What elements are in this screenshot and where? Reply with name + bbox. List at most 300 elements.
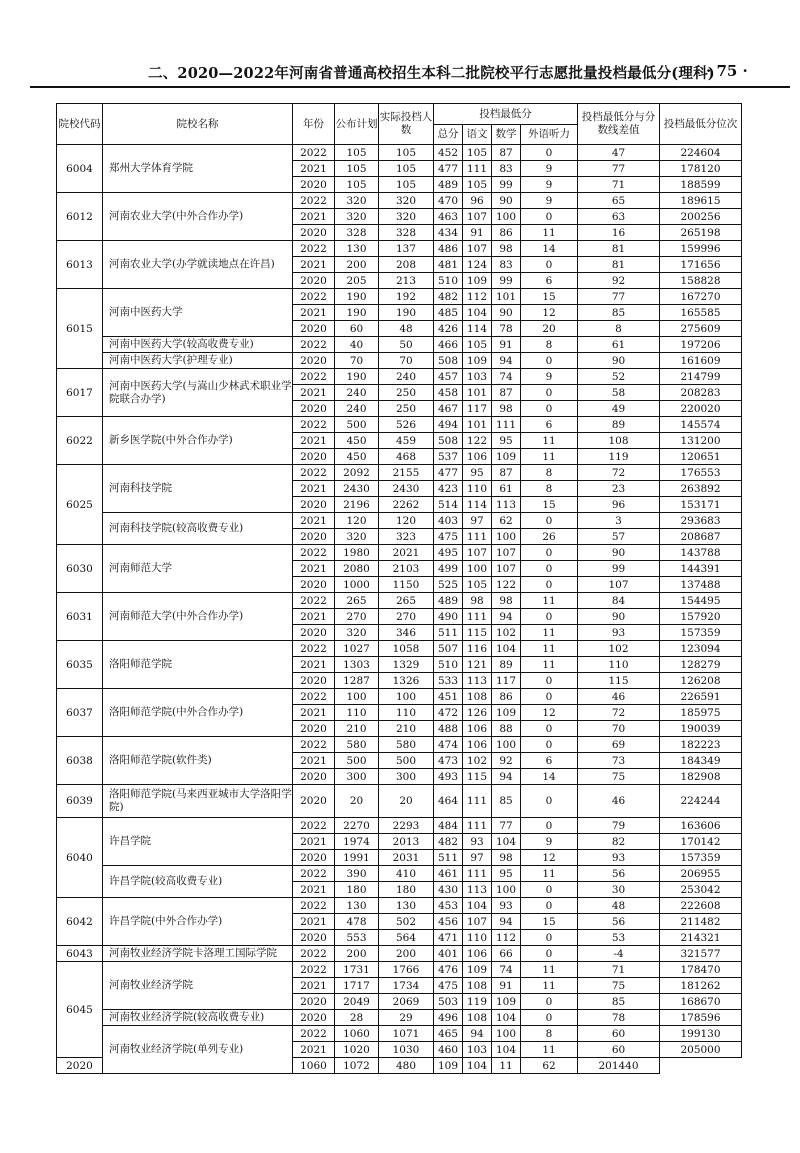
cell-total: 482 [434, 834, 463, 850]
cell-code: 6035 [57, 641, 103, 689]
score-table [56, 103, 742, 1074]
cell-foreign: 0 [521, 385, 578, 401]
cell-total: 489 [434, 177, 463, 193]
cell-plan: 1991 [335, 850, 379, 866]
cell-math: 66 [492, 946, 521, 962]
cell-code: 6037 [57, 689, 103, 737]
cell-plan: 110 [335, 705, 379, 721]
cell-rank: 208687 [660, 529, 742, 545]
cell-foreign: 11 [521, 625, 578, 641]
cell-rank: 293683 [660, 513, 742, 529]
cell-foreign: 0 [521, 946, 578, 962]
cell-total: 460 [434, 1042, 463, 1058]
cell-actual: 265 [379, 593, 434, 609]
cell-diff: 69 [578, 737, 660, 753]
cell-actual: 459 [379, 433, 434, 449]
cell-actual: 50 [379, 337, 434, 353]
cell-chinese: 110 [463, 930, 492, 946]
cell-rank: 197206 [660, 337, 742, 353]
cell-math: 87 [492, 465, 521, 481]
cell-diff: 93 [578, 625, 660, 641]
cell-actual: 270 [379, 609, 434, 625]
header-year: 年份 [293, 104, 335, 145]
cell-chinese: 109 [434, 1058, 463, 1074]
cell-chinese: 106 [463, 737, 492, 753]
cell-diff: 92 [578, 273, 660, 289]
cell-total: 452 [434, 145, 463, 161]
cell-diff: 56 [578, 866, 660, 882]
cell-foreign: 0 [521, 1010, 578, 1026]
page-title: 二、2020—2022年河南省普通高校招生本科二批院校平行志愿批量投档最低分(理科) [148, 65, 715, 82]
page-number: · 75 · [706, 62, 748, 80]
cell-diff: 90 [578, 609, 660, 625]
cell-school-name: 河南中医药大学 [103, 289, 293, 337]
cell-actual: 105 [379, 161, 434, 177]
cell-chinese: 95 [463, 465, 492, 481]
header-plan: 公布计划 [335, 104, 379, 145]
cell-plan: 2430 [335, 481, 379, 497]
cell-math: 109 [492, 449, 521, 465]
cell-math: 77 [492, 818, 521, 834]
cell-chinese: 104 [463, 898, 492, 914]
cell-foreign: 6 [521, 273, 578, 289]
cell-rank: 131200 [660, 433, 742, 449]
cell-total: 456 [434, 914, 463, 930]
cell-chinese: 109 [463, 353, 492, 369]
cell-chinese: 117 [463, 401, 492, 417]
cell-chinese: 103 [463, 369, 492, 385]
cell-math: 83 [492, 161, 521, 177]
header-rank: 投档最低分位次 [660, 104, 742, 145]
cell-chinese: 109 [463, 962, 492, 978]
table-row [57, 193, 742, 209]
cell-plan: 320 [335, 529, 379, 545]
cell-actual: 192 [379, 289, 434, 305]
header-foreign: 外语听力 [521, 125, 578, 145]
cell-math: 94 [492, 609, 521, 625]
cell-diff: 30 [578, 882, 660, 898]
cell-chinese: 105 [463, 337, 492, 353]
cell-diff: 93 [578, 850, 660, 866]
cell-math: 122 [492, 577, 521, 593]
cell-school-name: 许昌学院 [103, 818, 293, 866]
cell-school-name: 洛阳师范学院(马来西亚城市大学洛阳学院) [103, 785, 293, 818]
cell-rank: 178596 [660, 1010, 742, 1026]
cell-plan: 70 [335, 353, 379, 369]
cell-actual: 240 [379, 369, 434, 385]
cell-year: 2020 [293, 225, 335, 241]
cell-year: 2021 [293, 914, 335, 930]
cell-foreign: 8 [521, 1026, 578, 1042]
cell-total: 486 [434, 241, 463, 257]
cell-plan: 270 [335, 609, 379, 625]
cell-chinese: 114 [463, 497, 492, 513]
cell-foreign: 0 [521, 257, 578, 273]
cell-actual: 250 [379, 385, 434, 401]
cell-rank: 161609 [660, 353, 742, 369]
cell-actual: 468 [379, 449, 434, 465]
cell-actual: 2430 [379, 481, 434, 497]
cell-total: 495 [434, 545, 463, 561]
cell-plan: 478 [335, 914, 379, 930]
cell-foreign: 6 [521, 753, 578, 769]
cell-foreign: 0 [521, 882, 578, 898]
cell-plan: 105 [335, 145, 379, 161]
cell-plan: 2092 [335, 465, 379, 481]
cell-math: 94 [492, 353, 521, 369]
cell-year: 2021 [293, 481, 335, 497]
cell-year: 2020 [57, 1058, 103, 1074]
cell-total: 508 [434, 433, 463, 449]
table-row [57, 513, 742, 529]
cell-total: 514 [434, 497, 463, 513]
cell-plan: 580 [335, 737, 379, 753]
cell-math: 99 [492, 177, 521, 193]
cell-plan: 1717 [335, 978, 379, 994]
cell-rank: 181262 [660, 978, 742, 994]
cell-year: 2021 [293, 834, 335, 850]
cell-math: 100 [492, 529, 521, 545]
cell-actual: 20 [379, 785, 434, 818]
cell-foreign: 0 [521, 930, 578, 946]
cell-year: 2020 [293, 673, 335, 689]
cell-year: 2021 [293, 657, 335, 673]
cell-chinese: 116 [463, 641, 492, 657]
cell-year: 2020 [293, 994, 335, 1010]
cell-plan: 320 [335, 193, 379, 209]
cell-diff: 70 [578, 721, 660, 737]
cell-chinese: 115 [463, 769, 492, 785]
cell-foreign: 8 [521, 465, 578, 481]
cell-chinese: 111 [463, 818, 492, 834]
cell-plan: 190 [335, 289, 379, 305]
cell-diff: 72 [578, 465, 660, 481]
cell-rank: 178470 [660, 962, 742, 978]
cell-rank: 178120 [660, 161, 742, 177]
cell-year: 2021 [293, 305, 335, 321]
cell-math: 87 [492, 385, 521, 401]
cell-code: 6004 [57, 145, 103, 193]
cell-diff: 107 [578, 577, 660, 593]
table-row [57, 353, 742, 369]
cell-year: 2020 [293, 449, 335, 465]
cell-math: 88 [492, 721, 521, 737]
table-row [57, 946, 742, 962]
cell-plan: 190 [335, 305, 379, 321]
cell-foreign: 20 [521, 321, 578, 337]
cell-diff: 115 [578, 673, 660, 689]
cell-rank: 184349 [660, 753, 742, 769]
cell-diff: 77 [578, 161, 660, 177]
cell-diff: 58 [578, 385, 660, 401]
cell-rank: 143788 [660, 545, 742, 561]
cell-plan: 240 [335, 385, 379, 401]
cell-chinese: 115 [463, 625, 492, 641]
cell-diff: 46 [578, 785, 660, 818]
cell-chinese: 103 [463, 1042, 492, 1058]
table-row [57, 866, 742, 882]
cell-total: 470 [434, 193, 463, 209]
cell-math: 109 [492, 994, 521, 1010]
cell-plan: 100 [335, 689, 379, 705]
cell-diff: 99 [578, 561, 660, 577]
cell-foreign: 0 [521, 721, 578, 737]
cell-year: 2021 [293, 209, 335, 225]
cell-total: 474 [434, 737, 463, 753]
table-row [57, 337, 742, 353]
cell-math: 98 [492, 401, 521, 417]
cell-diff: 52 [578, 369, 660, 385]
cell-code: 6012 [57, 193, 103, 241]
table-row [57, 818, 742, 834]
table-row [57, 545, 742, 561]
cell-math: 104 [492, 1010, 521, 1026]
cell-code: 6039 [57, 785, 103, 818]
cell-rank: 321577 [660, 946, 742, 962]
cell-year: 2020 [293, 1010, 335, 1026]
cell-actual: 105 [379, 145, 434, 161]
cell-rank: 265198 [660, 225, 742, 241]
cell-diff: 77 [578, 289, 660, 305]
cell-foreign: 14 [521, 769, 578, 785]
cell-total: 423 [434, 481, 463, 497]
cell-chinese: 112 [463, 289, 492, 305]
cell-diff: 46 [578, 689, 660, 705]
header-rule [30, 86, 790, 88]
cell-math: 111 [492, 417, 521, 433]
cell-math: 78 [492, 321, 521, 337]
header-code: 院校代码 [57, 104, 103, 145]
cell-chinese: 122 [463, 433, 492, 449]
cell-total: 451 [434, 689, 463, 705]
cell-foreign: 12 [521, 305, 578, 321]
cell-diff: -4 [578, 946, 660, 962]
cell-plan: 200 [335, 946, 379, 962]
cell-plan: 300 [335, 769, 379, 785]
cell-diff: 63 [578, 209, 660, 225]
cell-foreign: 0 [521, 673, 578, 689]
cell-year: 2020 [293, 529, 335, 545]
cell-math: 91 [492, 978, 521, 994]
cell-foreign: 0 [521, 401, 578, 417]
cell-total: 533 [434, 673, 463, 689]
cell-chinese: 96 [463, 193, 492, 209]
cell-school-name: 河南科技学院 [103, 465, 293, 513]
cell-diff: 73 [578, 753, 660, 769]
cell-diff: 78 [578, 1010, 660, 1026]
cell-rank: 167270 [660, 289, 742, 305]
cell-total: 496 [434, 1010, 463, 1026]
cell-rank: 157359 [660, 850, 742, 866]
cell-plan: 105 [335, 177, 379, 193]
cell-diff: 84 [578, 593, 660, 609]
cell-chinese: 107 [463, 209, 492, 225]
cell-school-name: 洛阳师范学院 [103, 641, 293, 689]
table-row [57, 962, 742, 978]
cell-chinese: 111 [463, 529, 492, 545]
cell-year: 2021 [293, 609, 335, 625]
cell-foreign: 11 [521, 866, 578, 882]
cell-year: 2020 [293, 930, 335, 946]
cell-chinese: 113 [463, 673, 492, 689]
cell-rank: 123094 [660, 641, 742, 657]
cell-math: 100 [492, 209, 521, 225]
cell-actual: 110 [379, 705, 434, 721]
cell-foreign: 11 [521, 449, 578, 465]
cell-actual: 346 [379, 625, 434, 641]
cell-chinese: 110 [463, 481, 492, 497]
cell-plan: 240 [335, 401, 379, 417]
cell-school-name: 河南中医药大学(与嵩山少林武术职业学院联合办学) [103, 369, 293, 417]
cell-plan: 1731 [335, 962, 379, 978]
cell-actual: 2103 [379, 561, 434, 577]
cell-total: 434 [434, 225, 463, 241]
cell-actual: 2031 [379, 850, 434, 866]
cell-plan: 105 [335, 161, 379, 177]
cell-total: 458 [434, 385, 463, 401]
cell-year: 2022 [293, 1026, 335, 1042]
cell-plan: 320 [335, 209, 379, 225]
cell-math: 90 [492, 193, 521, 209]
cell-foreign: 26 [521, 529, 578, 545]
cell-diff: 90 [578, 353, 660, 369]
cell-rank: 137488 [660, 577, 742, 593]
cell-chinese: 100 [463, 561, 492, 577]
cell-year: 2022 [293, 369, 335, 385]
cell-math: 86 [492, 689, 521, 705]
cell-chinese: 101 [463, 417, 492, 433]
cell-total: 477 [434, 161, 463, 177]
cell-total: 507 [434, 641, 463, 657]
cell-plan: 1020 [335, 1042, 379, 1058]
table-row [57, 641, 742, 657]
cell-total: 508 [434, 353, 463, 369]
cell-year: 2020 [293, 321, 335, 337]
cell-rank: 214799 [660, 369, 742, 385]
cell-foreign: 8 [521, 337, 578, 353]
cell-diff: 90 [578, 545, 660, 561]
cell-total: 463 [434, 209, 463, 225]
cell-diff: 23 [578, 481, 660, 497]
cell-school-name: 河南农业大学(办学就读地点在许昌) [103, 241, 293, 289]
cell-actual: 320 [379, 193, 434, 209]
cell-school-name: 河南牧业经济学院(单列专业) [103, 1026, 293, 1074]
cell-total: 490 [434, 609, 463, 625]
cell-year: 2022 [293, 417, 335, 433]
cell-rank: 224244 [660, 785, 742, 818]
cell-math: 117 [492, 673, 521, 689]
cell-year: 2022 [293, 737, 335, 753]
cell-total: 476 [434, 962, 463, 978]
cell-actual: 526 [379, 417, 434, 433]
table-row [57, 417, 742, 433]
cell-school-name: 河南牧业经济学院(较高收费专业) [103, 1010, 293, 1026]
table-row [57, 289, 742, 305]
cell-diff: 85 [578, 994, 660, 1010]
cell-total: 401 [434, 946, 463, 962]
cell-foreign: 0 [521, 545, 578, 561]
cell-year: 2022 [293, 337, 335, 353]
cell-diff: 57 [578, 529, 660, 545]
cell-chinese: 111 [463, 785, 492, 818]
cell-math: 101 [492, 289, 521, 305]
cell-plan: 500 [335, 417, 379, 433]
cell-math: 104 [492, 641, 521, 657]
cell-foreign: 9 [521, 177, 578, 193]
cell-total: 464 [434, 785, 463, 818]
cell-foreign: 9 [521, 193, 578, 209]
cell-math: 100 [492, 882, 521, 898]
cell-math: 98 [492, 593, 521, 609]
cell-plan: 130 [335, 898, 379, 914]
cell-actual: 2155 [379, 465, 434, 481]
cell-actual: 1329 [379, 657, 434, 673]
cell-plan: 553 [335, 930, 379, 946]
cell-plan: 320 [335, 625, 379, 641]
cell-rank: 275609 [660, 321, 742, 337]
cell-year: 2021 [293, 705, 335, 721]
table-body [57, 145, 742, 1074]
cell-diff: 49 [578, 401, 660, 417]
cell-chinese: 107 [463, 241, 492, 257]
cell-foreign: 0 [521, 689, 578, 705]
cell-rank: 185975 [660, 705, 742, 721]
cell-year: 2022 [293, 289, 335, 305]
cell-math: 74 [492, 369, 521, 385]
cell-math: 95 [492, 866, 521, 882]
cell-code: 6040 [57, 818, 103, 898]
cell-foreign: 12 [521, 850, 578, 866]
cell-rank: 189615 [660, 193, 742, 209]
header-name: 院校名称 [103, 104, 293, 145]
cell-actual: 1734 [379, 978, 434, 994]
cell-year: 2020 [293, 353, 335, 369]
cell-actual: 180 [379, 882, 434, 898]
cell-year: 2020 [293, 785, 335, 818]
cell-plan: 1980 [335, 545, 379, 561]
cell-diff: 110 [578, 657, 660, 673]
cell-total: 510 [434, 273, 463, 289]
table-row [57, 898, 742, 914]
cell-math: 91 [492, 337, 521, 353]
cell-actual: 320 [379, 209, 434, 225]
cell-year: 2021 [293, 561, 335, 577]
cell-rank: 211482 [660, 914, 742, 930]
cell-diff: 75 [578, 769, 660, 785]
cell-diff: 56 [578, 914, 660, 930]
cell-foreign: 0 [521, 353, 578, 369]
cell-plan: 1000 [335, 577, 379, 593]
cell-year: 2022 [293, 545, 335, 561]
cell-diff: 65 [578, 193, 660, 209]
cell-plan: 1060 [335, 1026, 379, 1042]
cell-actual: 328 [379, 225, 434, 241]
header-actual: 实际投档人数 [379, 104, 434, 145]
cell-rank: 182908 [660, 769, 742, 785]
cell-math: 89 [492, 657, 521, 673]
cell-total: 482 [434, 289, 463, 305]
cell-foreign: 0 [521, 994, 578, 1010]
cell-school-name: 洛阳师范学院(软件类) [103, 737, 293, 785]
cell-rank: 199130 [660, 1026, 742, 1042]
cell-code: 6015 [57, 289, 103, 369]
cell-actual: 200 [379, 946, 434, 962]
cell-plan: 500 [335, 753, 379, 769]
table-row [57, 145, 742, 161]
cell-foreign: 11 [492, 1058, 521, 1074]
cell-actual: 213 [379, 273, 434, 289]
cell-plan: 2080 [335, 561, 379, 577]
